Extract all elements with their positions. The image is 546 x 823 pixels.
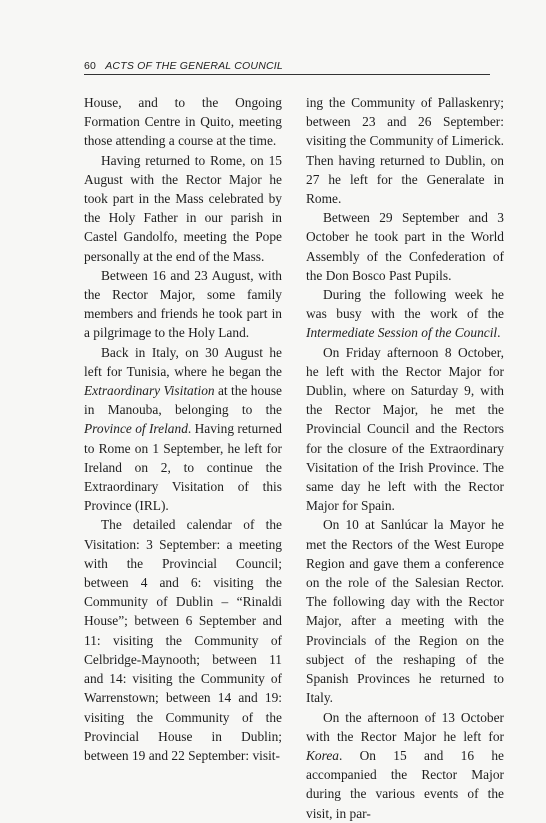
paragraph: On the afternoon of 13 October with the Rector Major he left for Korea. On 15 and 16 he accompanied the Rector Major during the various events of the visit, in par- bbox=[306, 709, 504, 821]
right-column bbox=[306, 93, 504, 823]
paragraph: Back in Italy, on 30 August he left for Tunisia, where he began the Extraordinary Visitation at the house in Manouba, belonging to the Province of Ireland. Having returned to Rome on 1 September, he left for Ireland on 2, to continue the Extraordinary Visitation of this Province (IRL). bbox=[84, 344, 283, 514]
italic-term: Extraordinary Visitation bbox=[84, 383, 215, 399]
running-header bbox=[84, 60, 283, 72]
paragraph: On Friday afternoon 8 October, he left with the Rector Major for Dublin, where on Saturday 9, with the Rector Major, he met the Provincial Council and the Rectors for the closure of the Extraordinary Visitation of the Irish Province. The same day he left with the Rector Major for Spain. bbox=[306, 344, 504, 514]
italic-term: Province of Ireland bbox=[84, 421, 188, 437]
italic-term: Korea bbox=[306, 747, 339, 763]
page-number: 60 bbox=[84, 60, 97, 72]
paragraph: ing the Community of Pallaskenry; between 23 and 26 September: visiting the Community of Limerick. Then having returned to Dublin, on 27 he left for the Generalate in Rome. bbox=[306, 95, 504, 207]
paragraph: Having returned to Rome, on 15 August with the Rector Major he took part in the Mass celebrated by the Holy Father in our parish in Castel Gandolfo, meeting the Pope personally at the end of the Mass. bbox=[84, 152, 282, 264]
paragraph: Between 16 and 23 August, with the Rector Major, some family members and friends he took part in a pilgrimage to the Holy Land. bbox=[84, 267, 282, 341]
left-column bbox=[84, 93, 282, 765]
paragraph: The detailed calendar of the Visitation: 3 September: a meeting with the Provincial Council; between 4 and 6: visiting the Community of Dublin – “Rinaldi House”; between 6 September and 11: visiting the Community of Celbridge-Maynooth; between 11 and 14: visiting the Community of Warrenstown; between 14 and 19: visiting the Community of the Provincial House in Dublin; between 19 and 22 September: visit- bbox=[84, 517, 282, 763]
running-title: ACTS OF THE GENERAL COUNCIL bbox=[105, 60, 283, 72]
paragraph: On 10 at Sanlúcar la Mayor he met the Rectors of the West Europe Region and gave them a conference on the role of the Salesian Rector. The following day with the Rector Major, after a meeting with the Provincials of the Region on the subject of the reshaping of the Spanish Provinces he returned to Italy. bbox=[306, 517, 504, 706]
paragraph: House, and to the Ongoing Formation Centre in Quito, meeting those attending a course at the time. bbox=[84, 95, 282, 149]
paragraph: Between 29 September and 3 October he took part in the World Assembly of the Confederation of the Don Bosco Past Pupils. bbox=[306, 210, 504, 283]
italic-term: Intermediate Session of the Council bbox=[306, 325, 498, 341]
header-rule bbox=[84, 74, 490, 75]
paragraph: During the following week he was busy with the work of the Intermediate Session of the Council. bbox=[306, 287, 504, 341]
